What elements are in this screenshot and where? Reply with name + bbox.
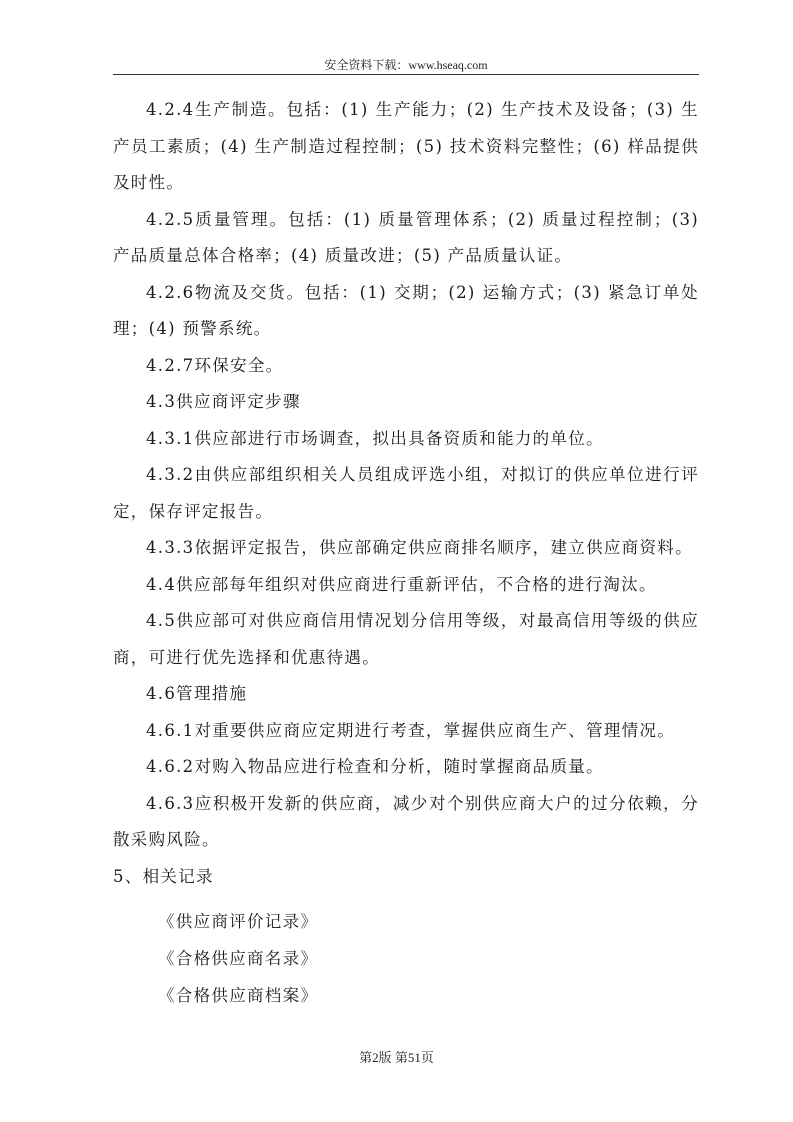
record-item: 《合格供应商档案》 xyxy=(158,986,319,1005)
paragraph-4-6-3: 4.6.3应积极开发新的供应商，减少对个别供应商大户的过分依赖，分散采购风险。 xyxy=(113,793,699,849)
header-divider xyxy=(113,74,699,75)
paragraph-4-2-4: 4.2.4生产制造。包括：(1) 生产能力；(2) 生产技术及设备；(3) 生产员工素质；(4) 生产制造过程控制；(5) 技术资料完整性；(6) 样品提供及时性。 xyxy=(113,100,699,192)
heading-4-6: 4.6管理措施 xyxy=(146,684,248,703)
record-item: 《供应商评价记录》 xyxy=(158,912,319,931)
paragraph-4-5: 4.5供应部可对供应商信用情况划分信用等级，对最高信用等级的供应商，可进行优先选择和优惠待遇。 xyxy=(113,611,699,667)
paragraph-4-4: 4.4供应部每年组织对供应商进行重新评估，不合格的进行淘汰。 xyxy=(146,574,657,594)
record-item: 《合格供应商名录》 xyxy=(158,949,319,968)
paragraph-4-2-6: 4.2.6物流及交货。包括：(1) 交期；(2) 运输方式；(3) 紧急订单处理；(4) 预警系统。 xyxy=(113,282,699,338)
section-heading: 5、相关记录 xyxy=(113,866,214,886)
paragraph-4-3-2: 4.3.2由供应部组织相关人员组成评选小组，对拟订的供应单位进行评定，保存评定报告。 xyxy=(113,465,699,521)
paragraph-4-3-3: 4.3.3依据评定报告，供应部确定供应商排名顺序，建立供应商资料。 xyxy=(146,538,693,557)
heading-4-3: 4.3供应商评定步骤 xyxy=(146,392,301,411)
paragraph-4-2-5: 4.2.5质量管理。包括：(1) 质量管理体系；(2) 质量过程控制；(3) 产品质量总体合格率；(4) 质量改进；(5) 产品质量认证。 xyxy=(113,209,699,265)
page-footer: 第2版 第51页 xyxy=(359,1050,434,1065)
paragraph-4-6-2: 4.6.2对购入物品应进行检查和分析，随时掌握商品质量。 xyxy=(146,757,604,776)
paragraph-4-3-1: 4.3.1供应部进行市场调查，拟出具备资质和能力的单位。 xyxy=(146,428,604,448)
paragraph-4-2-7: 4.2.7环保安全。 xyxy=(146,355,284,375)
records-list xyxy=(113,903,699,1014)
page-header: 安全资料下载：www.hseaq.com xyxy=(324,58,488,72)
document-body xyxy=(113,92,699,1014)
paragraph-4-6-1: 4.6.1对重要供应商应定期进行考查，掌握供应商生产、管理情况。 xyxy=(146,720,676,740)
